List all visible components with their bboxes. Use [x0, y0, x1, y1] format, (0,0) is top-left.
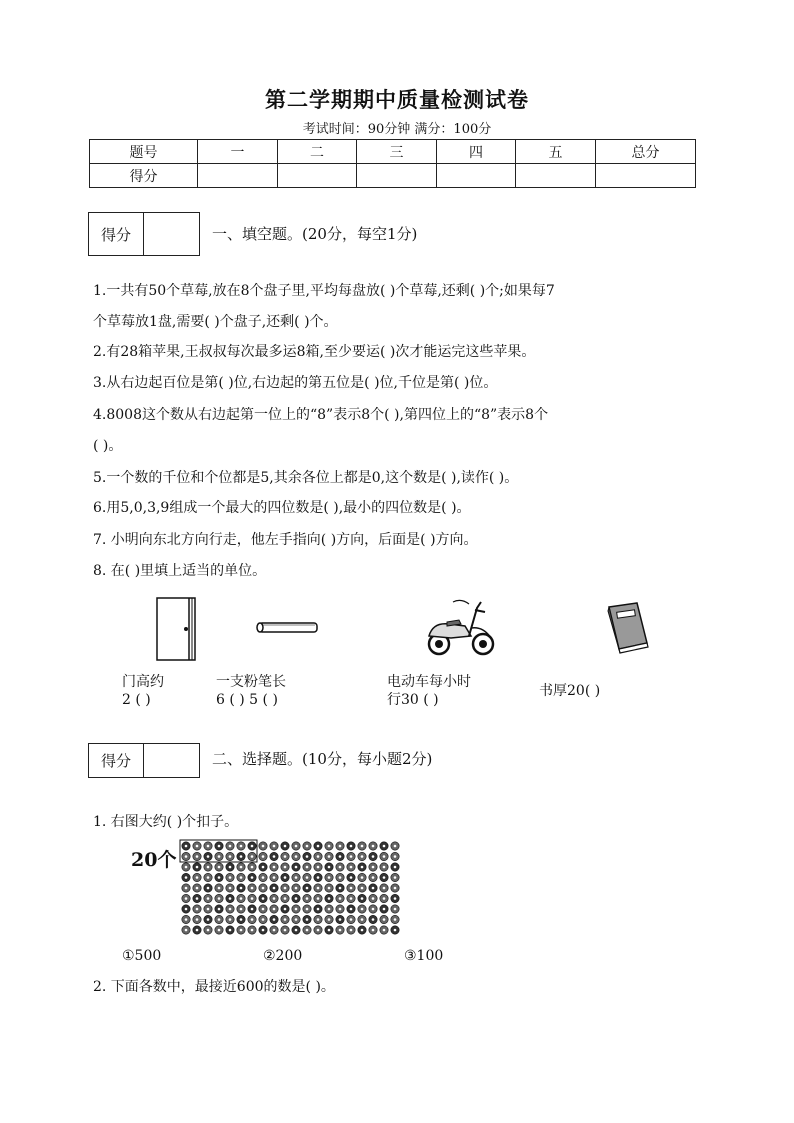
button-hole — [251, 855, 254, 858]
section2-heading: 二、选择题。(10分，每小题2分) — [212, 750, 433, 768]
button-hole — [251, 908, 254, 911]
button-hole — [339, 845, 342, 848]
score-box-label: 得分 — [89, 744, 144, 777]
button-hole — [196, 855, 199, 858]
button-hole — [350, 866, 353, 869]
button-hole — [295, 887, 298, 890]
button-hole — [328, 876, 331, 879]
button-hole — [196, 897, 199, 900]
button-hole — [394, 897, 397, 900]
choice-question-1: 1. 右图大约( )个扣子。 — [93, 814, 239, 830]
button-hole — [295, 866, 298, 869]
button-hole — [350, 918, 353, 921]
button-hole — [339, 897, 342, 900]
button-hole — [218, 897, 221, 900]
button-hole — [196, 845, 199, 848]
table-header-cell: 五 — [516, 140, 596, 164]
option-3: ③100 — [404, 948, 444, 964]
button-hole — [339, 866, 342, 869]
table-header-cell: 二 — [278, 140, 357, 164]
button-hole — [240, 876, 243, 879]
button-hole — [240, 887, 243, 890]
button-hole — [328, 929, 331, 932]
button-hole — [306, 866, 309, 869]
button-hole — [372, 845, 375, 848]
table-header-cell: 一 — [198, 140, 278, 164]
button-hole — [361, 929, 364, 932]
button-hole — [394, 845, 397, 848]
button-hole — [394, 876, 397, 879]
button-hole — [207, 887, 210, 890]
button-hole — [328, 908, 331, 911]
button-hole — [262, 855, 265, 858]
button-hole — [218, 918, 221, 921]
button-hole — [339, 929, 342, 932]
button-hole — [295, 918, 298, 921]
button-hole — [306, 908, 309, 911]
button-hole — [361, 876, 364, 879]
button-hole — [262, 845, 265, 848]
button-hole — [218, 929, 221, 932]
button-hole — [350, 929, 353, 932]
button-hole — [372, 929, 375, 932]
section1-score-box — [88, 212, 200, 256]
score-table-score-row — [90, 164, 696, 188]
question-3: 3.从右边起百位是第( )位,右边起的第五位是( )位,千位是第( )位。 — [93, 375, 498, 391]
button-hole — [273, 866, 276, 869]
button-hole — [240, 929, 243, 932]
button-hole — [207, 855, 210, 858]
score-cell[interactable] — [198, 164, 278, 188]
chalk-illustration — [255, 621, 321, 635]
button-hole — [229, 855, 232, 858]
question-2: 2.有28箱苹果,王叔叔每次最多运8箱,至少要运( )次才能运完这些苹果。 — [93, 344, 536, 360]
button-hole — [295, 897, 298, 900]
button-hole — [372, 918, 375, 921]
button-hole — [185, 876, 188, 879]
scooter-caption-line2: 行30 ( ) — [387, 692, 439, 708]
button-hole — [240, 855, 243, 858]
button-hole — [394, 929, 397, 932]
table-header-cell: 三 — [357, 140, 437, 164]
score-box-field[interactable] — [144, 744, 199, 777]
button-hole — [339, 876, 342, 879]
button-hole — [218, 908, 221, 911]
table-header-cell: 总分 — [596, 140, 696, 164]
door-illustration — [156, 597, 198, 663]
button-hole — [262, 876, 265, 879]
door-caption-line2: 2 ( ) — [122, 692, 151, 708]
button-hole — [284, 887, 287, 890]
button-hole — [185, 897, 188, 900]
score-cell[interactable] — [437, 164, 516, 188]
button-hole — [229, 887, 232, 890]
button-hole — [317, 855, 320, 858]
question-4-line2: ( )。 — [93, 438, 123, 454]
button-hole — [350, 845, 353, 848]
button-hole — [273, 845, 276, 848]
button-hole — [317, 908, 320, 911]
button-hole — [350, 855, 353, 858]
button-hole — [273, 918, 276, 921]
count-label: 20个 — [131, 849, 177, 871]
button-hole — [229, 897, 232, 900]
score-cell[interactable] — [596, 164, 696, 188]
section1-heading: 一、填空题。(20分，每空1分) — [212, 225, 418, 243]
button-hole — [394, 918, 397, 921]
button-hole — [383, 908, 386, 911]
button-hole — [339, 887, 342, 890]
button-hole — [207, 845, 210, 848]
button-hole — [196, 918, 199, 921]
button-hole — [284, 908, 287, 911]
button-hole — [295, 929, 298, 932]
score-cell[interactable] — [278, 164, 357, 188]
button-hole — [372, 855, 375, 858]
button-hole — [273, 876, 276, 879]
button-hole — [240, 908, 243, 911]
question-8: 8. 在( )里填上适当的单位。 — [93, 563, 267, 579]
button-hole — [284, 918, 287, 921]
button-hole — [262, 918, 265, 921]
button-hole — [273, 929, 276, 932]
button-hole — [383, 918, 386, 921]
button-hole — [361, 897, 364, 900]
button-hole — [295, 855, 298, 858]
option-2: ②200 — [263, 948, 303, 964]
exam-info: 考试时间：90分钟 满分：100分 — [302, 122, 492, 137]
buttons-grid-illustration — [180, 840, 405, 940]
button-hole — [317, 887, 320, 890]
button-hole — [306, 855, 309, 858]
score-cell[interactable] — [516, 164, 596, 188]
book-caption: 书厚20( ) — [539, 683, 601, 699]
button-hole — [372, 866, 375, 869]
button-hole — [361, 908, 364, 911]
button-hole — [317, 918, 320, 921]
score-box-field[interactable] — [144, 213, 199, 255]
button-hole — [339, 918, 342, 921]
button-hole — [185, 918, 188, 921]
button-hole — [372, 876, 375, 879]
button-hole — [185, 855, 188, 858]
button-hole — [273, 855, 276, 858]
page-title: 第二学期期中质量检测试卷 — [265, 87, 529, 112]
button-hole — [306, 929, 309, 932]
question-6: 6.用5,0,3,9组成一个最大的四位数是( ),最小的四位数是( )。 — [93, 500, 471, 516]
button-hole — [218, 855, 221, 858]
button-hole — [361, 845, 364, 848]
button-hole — [328, 866, 331, 869]
button-hole — [218, 845, 221, 848]
button-hole — [262, 866, 265, 869]
button-hole — [317, 929, 320, 932]
button-hole — [317, 876, 320, 879]
button-hole — [328, 918, 331, 921]
button-hole — [240, 866, 243, 869]
question-5: 5.一个数的千位和个位都是5,其余各位上都是0,这个数是( ),读作( )。 — [93, 470, 519, 486]
button-hole — [295, 876, 298, 879]
button-hole — [328, 897, 331, 900]
button-hole — [383, 855, 386, 858]
button-hole — [196, 887, 199, 890]
scooter-caption-line1: 电动车每小时 — [387, 674, 471, 690]
button-hole — [229, 845, 232, 848]
button-hole — [383, 929, 386, 932]
door-caption-line1: 门高约 — [122, 674, 164, 690]
button-hole — [372, 887, 375, 890]
button-hole — [328, 855, 331, 858]
button-hole — [240, 897, 243, 900]
button-hole — [306, 887, 309, 890]
button-hole — [218, 866, 221, 869]
button-hole — [361, 855, 364, 858]
button-hole — [350, 876, 353, 879]
button-hole — [394, 866, 397, 869]
button-hole — [185, 866, 188, 869]
score-table-header-row — [90, 140, 696, 164]
button-hole — [262, 908, 265, 911]
option-1: ①500 — [122, 948, 162, 964]
button-hole — [372, 908, 375, 911]
button-hole — [350, 887, 353, 890]
button-hole — [207, 876, 210, 879]
button-hole — [284, 876, 287, 879]
button-hole — [207, 918, 210, 921]
button-hole — [273, 887, 276, 890]
button-hole — [207, 866, 210, 869]
button-hole — [284, 929, 287, 932]
button-hole — [350, 908, 353, 911]
button-hole — [295, 908, 298, 911]
button-hole — [284, 845, 287, 848]
button-hole — [284, 866, 287, 869]
button-hole — [383, 845, 386, 848]
button-hole — [339, 855, 342, 858]
button-hole — [317, 845, 320, 848]
button-hole — [229, 876, 232, 879]
button-hole — [339, 908, 342, 911]
table-header-cell: 四 — [437, 140, 516, 164]
button-hole — [185, 887, 188, 890]
button-hole — [295, 845, 298, 848]
button-hole — [196, 876, 199, 879]
button-hole — [262, 929, 265, 932]
score-table — [89, 139, 696, 188]
question-4-line1: 4.8008这个数从右边起第一位上的“8”表示8个( ),第四位上的“8”表示8个 — [93, 407, 549, 423]
button-hole — [328, 887, 331, 890]
table-row-label: 得分 — [90, 164, 198, 188]
button-hole — [196, 929, 199, 932]
button-hole — [328, 845, 331, 848]
question-7: 7. 小明向东北方向行走，他左手指向( )方向，后面是( )方向。 — [93, 532, 478, 548]
button-hole — [317, 897, 320, 900]
button-hole — [229, 866, 232, 869]
button-hole — [306, 845, 309, 848]
button-hole — [229, 929, 232, 932]
book-illustration — [603, 601, 651, 657]
button-hole — [251, 866, 254, 869]
button-hole — [207, 897, 210, 900]
button-hole — [361, 887, 364, 890]
scooter-illustration — [425, 596, 497, 658]
button-hole — [240, 845, 243, 848]
section2-score-box — [88, 743, 200, 778]
button-hole — [207, 929, 210, 932]
button-hole — [284, 855, 287, 858]
score-box-label: 得分 — [89, 213, 144, 255]
button-hole — [372, 897, 375, 900]
button-hole — [196, 866, 199, 869]
button-hole — [394, 887, 397, 890]
button-hole — [218, 887, 221, 890]
button-hole — [383, 866, 386, 869]
button-hole — [306, 876, 309, 879]
button-hole — [306, 897, 309, 900]
question-1-line1: 1.一共有50个草莓,放在8个盘子里,平均每盘放( )个草莓,还剩( )个;如果每7 — [93, 283, 555, 299]
button-hole — [383, 887, 386, 890]
button-hole — [229, 908, 232, 911]
button-hole — [273, 897, 276, 900]
button-hole — [251, 929, 254, 932]
button-hole — [251, 897, 254, 900]
button-hole — [185, 929, 188, 932]
question-1-line2: 个草莓放1盘,需要( )个盘子,还剩( )个。 — [93, 314, 338, 330]
score-cell[interactable] — [357, 164, 437, 188]
button-hole — [251, 876, 254, 879]
button-hole — [251, 887, 254, 890]
button-hole — [350, 897, 353, 900]
button-hole — [317, 866, 320, 869]
button-hole — [185, 908, 188, 911]
button-hole — [383, 897, 386, 900]
button-hole — [229, 918, 232, 921]
button-hole — [185, 845, 188, 848]
button-hole — [383, 876, 386, 879]
button-hole — [251, 918, 254, 921]
button-hole — [262, 897, 265, 900]
button-hole — [240, 918, 243, 921]
button-hole — [394, 908, 397, 911]
button-hole — [306, 918, 309, 921]
button-hole — [262, 887, 265, 890]
button-hole — [207, 908, 210, 911]
button-hole — [251, 845, 254, 848]
chalk-caption-line1: 一支粉笔长 — [216, 674, 286, 690]
button-hole — [196, 908, 199, 911]
button-hole — [218, 876, 221, 879]
button-hole — [273, 908, 276, 911]
button-hole — [284, 897, 287, 900]
button-hole — [394, 855, 397, 858]
table-header-cell: 题号 — [90, 140, 198, 164]
button-hole — [361, 918, 364, 921]
chalk-caption-line2: 6 ( ) 5 ( ) — [216, 692, 278, 708]
choice-question-2: 2. 下面各数中，最接近600的数是( )。 — [93, 979, 335, 995]
button-hole — [361, 866, 364, 869]
